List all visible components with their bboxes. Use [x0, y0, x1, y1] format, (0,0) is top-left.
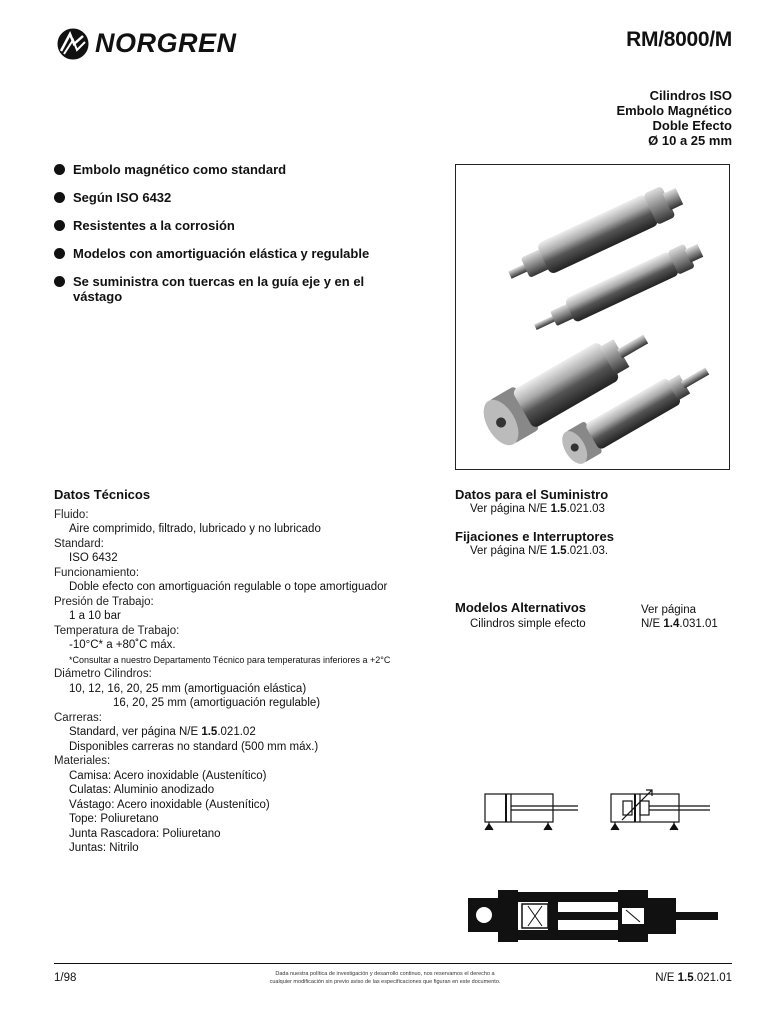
- feature-item: Según ISO 6432: [54, 190, 414, 205]
- footer-divider: [54, 963, 732, 964]
- subtitle-line: Doble Efecto: [652, 118, 732, 133]
- footer-disclaimer: [240, 971, 530, 986]
- bullet-icon: [54, 164, 65, 175]
- document-code: RM/8000/M: [626, 28, 732, 51]
- footer-date: 1/98: [54, 972, 77, 984]
- double-acting-cylinder-symbol-icon: [485, 794, 578, 830]
- alternative-models: [455, 601, 745, 631]
- bullet-icon: [54, 248, 65, 259]
- spec-value: 1 a 10 bar: [69, 610, 121, 622]
- material-item: Junta Rascadora: Poliuretano: [69, 827, 221, 840]
- feature-item: Resistentes a la corrosión: [54, 218, 414, 233]
- spec-value: ISO 6432: [69, 552, 118, 564]
- material-item: Camisa: Acero inoxidable (Austenítico): [69, 769, 267, 782]
- footer-page-number: N/E 1.5.021.01: [655, 972, 732, 984]
- page-reference-label: Ver página: [641, 604, 696, 616]
- material-item: Culatas: Aluminio anodizado: [69, 784, 215, 796]
- cylinders-illustration: [456, 165, 729, 469]
- section-title: Datos Técnicos: [54, 487, 151, 502]
- feature-item: Embolo magnético como standard: [54, 162, 414, 177]
- technical-data: [54, 488, 454, 856]
- spec-note: *Consultar a nuestro Departamento Técnico para temperaturas inferiores a +2°C: [69, 654, 391, 665]
- feature-list: [54, 162, 414, 317]
- spec-value: -10°C* a +80˚C máx.: [69, 639, 176, 651]
- model-item: Cilindros simple efecto: [470, 618, 586, 630]
- spec-value: Aire comprimido, filtrado, lubricado y no lubricado: [69, 523, 321, 535]
- section-title: Datos para el Suministro: [455, 487, 609, 502]
- bullet-icon: [54, 220, 65, 231]
- cylinder-section-icon: [468, 886, 730, 946]
- spec-label: Carreras:: [54, 711, 102, 724]
- spec-label: Diámetro Cilindros:: [54, 668, 152, 680]
- product-photo: [455, 164, 730, 470]
- feature-item: Se suministra con tuercas en la guía eje y en el vástago: [54, 274, 414, 304]
- subtitle-line: Cilindros ISO: [649, 88, 732, 103]
- product-subtitle: [616, 88, 732, 148]
- spec-value: Standard, ver página N/E 1.5.021.02: [69, 726, 256, 738]
- supply-info: [455, 488, 745, 558]
- pneumatic-symbols: [480, 786, 730, 834]
- spec-label: Temperatura de Trabajo:: [54, 624, 180, 637]
- page-reference: Ver página N/E 1.5.021.03: [470, 503, 605, 515]
- spec-value: Disponibles carreras no standard (500 mm máx.): [69, 740, 319, 753]
- norgren-logo-icon: [55, 26, 91, 62]
- norgren-logo: [55, 26, 275, 64]
- material-item: Tope: Poliuretano: [69, 813, 159, 825]
- spec-value: Doble efecto con amortiguación regulable o tope amortiguador: [69, 581, 388, 593]
- section-title: Fijaciones e Interruptores: [455, 529, 614, 544]
- adjustable-cushion-cylinder-symbol-icon: [611, 790, 710, 830]
- disclaimer-line: cualquier modificación sin previo aviso de las especificaciones que figuran en este documento.: [269, 978, 501, 985]
- subtitle-line: Embolo Magnético: [616, 103, 732, 118]
- spec-label: Materiales:: [54, 755, 111, 767]
- bullet-icon: [54, 276, 65, 287]
- spec-value: 10, 12, 16, 20, 25 mm (amortiguación elástica): [69, 682, 307, 695]
- page-reference: N/E 1.4.031.01: [641, 618, 718, 630]
- bullet-icon: [54, 192, 65, 203]
- material-item: Vástago: Acero inoxidable (Austenítico): [69, 798, 270, 811]
- spec-label: Presión de Trabajo:: [54, 595, 154, 608]
- spec-value: 16, 20, 25 mm (amortiguación regulable): [113, 697, 321, 709]
- material-item: Juntas: Nitrilo: [69, 842, 139, 854]
- spec-label: Standard:: [54, 537, 104, 550]
- spec-label: Fluido:: [54, 508, 89, 521]
- disclaimer-line: Dada nuestra política de investigación y desarrollo continuo, nos reservamos el derecho a: [275, 971, 495, 977]
- feature-item: Modelos con amortiguación elástica y regulable: [54, 246, 414, 261]
- page-reference: Ver página N/E 1.5.021.03.: [470, 545, 609, 557]
- section-title: Modelos Alternativos: [455, 600, 586, 615]
- spec-label: Funcionamiento:: [54, 566, 140, 579]
- brand-name: NORGREN: [95, 28, 237, 58]
- subtitle-line: Ø 10 a 25 mm: [648, 133, 732, 148]
